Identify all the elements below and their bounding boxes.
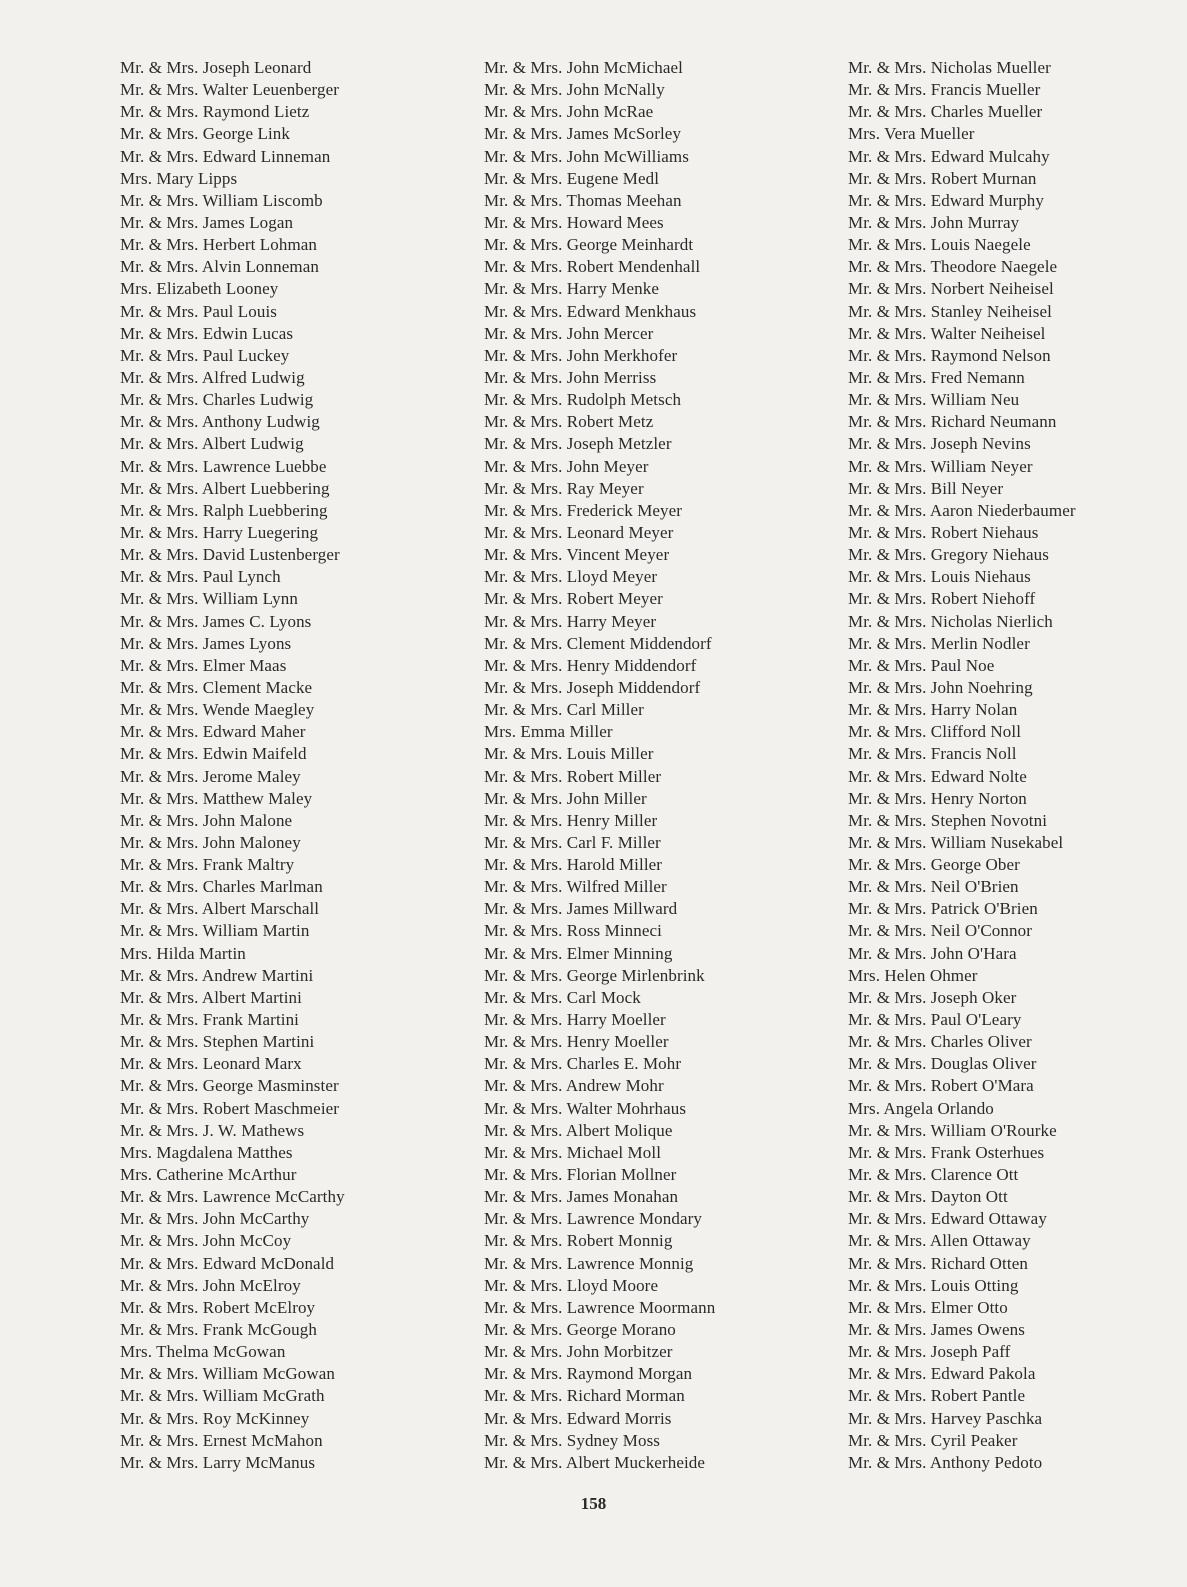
name-entry: Mr. & Mrs. Florian Mollner (484, 1165, 677, 1185)
name-entry: Mr. & Mrs. Henry Norton (848, 788, 1027, 808)
name-entry: Mr. & Mrs. Merlin Nodler (848, 633, 1030, 653)
name-entry: Mr. & Mrs. Charles Mueller (848, 102, 1043, 122)
name-entry: Mr. & Mrs. Rudolph Metsch (484, 390, 682, 410)
name-entry: Mr. & Mrs. Edward Linneman (120, 146, 331, 166)
name-entry: Mr. & Mrs. James Owens (848, 1320, 1025, 1340)
name-entry: Mr. & Mrs. Robert Niehoff (848, 589, 1036, 609)
name-entry: Mr. & Mrs. Louis Naegele (848, 235, 1031, 255)
name-entry: Mr. & Mrs. John McNally (484, 80, 665, 100)
name-entry: Mr. & Mrs. Robert O'Mara (848, 1076, 1034, 1096)
name-entry: Mr. & Mrs. Charles E. Mohr (484, 1054, 682, 1074)
name-entry: Mr. & Mrs. John McWilliams (484, 146, 689, 166)
name-entry: Mr. & Mrs. J. W. Mathews (120, 1120, 305, 1140)
name-entry: Mr. & Mrs. Bill Neyer (848, 478, 1004, 498)
name-entry: Mr. & Mrs. Robert Mendenhall (484, 257, 701, 277)
name-entry: Mr. & Mrs. George Meinhardt (484, 235, 694, 255)
name-entry: Mr. & Mrs. Howard Mees (484, 212, 664, 232)
name-entry: Mr. & Mrs. James Lyons (120, 633, 292, 653)
name-entry: Mr. & Mrs. Carl Mock (484, 987, 641, 1007)
name-entry: Mr. & Mrs. John Mercer (484, 323, 654, 343)
name-entry: Mr. & Mrs. Alfred Ludwig (120, 367, 305, 387)
name-entry: Mr. & Mrs. John O'Hara (848, 943, 1017, 963)
name-entry: Mr. & Mrs. Frank Maltry (120, 855, 295, 875)
name-entry: Mr. & Mrs. Raymond Lietz (120, 102, 310, 122)
name-entry: Mr. & Mrs. Lawrence Monnig (484, 1253, 694, 1273)
name-entry: Mr. & Mrs. Walter Leuenberger (120, 80, 340, 100)
name-entry: Mr. & Mrs. Edward Pakola (848, 1364, 1036, 1384)
name-entry: Mr. & Mrs. John Merriss (484, 367, 657, 387)
name-entry: Mr. & Mrs. Eugene Medl (484, 168, 660, 188)
name-entry: Mr. & Mrs. Wilfred Miller (484, 877, 667, 897)
name-entry: Mr. & Mrs. Clarence Ott (848, 1165, 1019, 1185)
name-entry: Mr. & Mrs. William McGrath (120, 1386, 325, 1406)
name-entry: Mr. & Mrs. James Logan (120, 212, 294, 232)
name-entry: Mrs. Thelma McGowan (120, 1342, 286, 1362)
name-entry: Mr. & Mrs. Allen Ottaway (848, 1231, 1031, 1251)
name-entry: Mr. & Mrs. Charles Ludwig (120, 390, 314, 410)
name-entry: Mr. & Mrs. Gregory Niehaus (848, 545, 1049, 565)
name-entry: Mr. & Mrs. Charles Oliver (848, 1032, 1032, 1052)
name-entry: Mr. & Mrs. Douglas Oliver (848, 1054, 1037, 1074)
name-entry: Mr. & Mrs. Paul O'Leary (848, 1010, 1022, 1030)
name-entry: Mr. & Mrs. Edward Ottaway (848, 1209, 1047, 1229)
name-entry: Mr. & Mrs. William Liscomb (120, 190, 323, 210)
name-entry: Mr. & Mrs. Carl F. Miller (484, 832, 661, 852)
name-entry: Mr. & Mrs. Harry Nolan (848, 700, 1018, 720)
name-entry: Mr. & Mrs. Neil O'Brien (848, 877, 1019, 897)
name-entry: Mr. & Mrs. John McRae (484, 102, 654, 122)
name-entry: Mr. & Mrs. Clifford Noll (848, 722, 1022, 742)
name-entry: Mr. & Mrs. Frank Osterhues (848, 1142, 1045, 1162)
name-entry: Mr. & Mrs. Richard Neumann (848, 412, 1057, 432)
name-entry: Mrs. Magdalena Matthes (120, 1142, 293, 1162)
name-entry: Mrs. Vera Mueller (848, 124, 975, 144)
name-entry: Mr. & Mrs. Henry Miller (484, 810, 658, 830)
name-entry: Mr. & Mrs. James C. Lyons (120, 611, 312, 631)
name-entry: Mr. & Mrs. Francis Mueller (848, 80, 1041, 100)
name-entry: Mr. & Mrs. Joseph Oker (848, 987, 1017, 1007)
name-entry: Mrs. Helen Ohmer (848, 965, 978, 985)
name-entry: Mr. & Mrs. William McGowan (120, 1364, 336, 1384)
name-entry: Mr. & Mrs. Robert Metz (484, 412, 654, 432)
name-entry: Mr. & Mrs. James Monahan (484, 1187, 679, 1207)
name-entry: Mr. & Mrs. George Morano (484, 1320, 676, 1340)
name-entry: Mr. & Mrs. Alvin Lonneman (120, 257, 319, 277)
name-entry: Mr. & Mrs. Harry Meyer (484, 611, 657, 631)
name-entry: Mr. & Mrs. Theodore Naegele (848, 257, 1058, 277)
name-entry: Mr. & Mrs. Clement Middendorf (484, 633, 712, 653)
name-entry: Mr. & Mrs. Edward Menkhaus (484, 301, 697, 321)
name-entry: Mr. & Mrs. Joseph Metzler (484, 434, 672, 454)
name-entry: Mr. & Mrs. William Lynn (120, 589, 298, 609)
name-entry: Mr. & Mrs. Paul Lynch (120, 567, 281, 587)
name-entry: Mr. & Mrs. Lawrence McCarthy (120, 1187, 345, 1207)
name-entry: Mr. & Mrs. Paul Louis (120, 301, 278, 321)
name-entry: Mr. & Mrs. Richard Otten (848, 1253, 1028, 1273)
name-entry: Mr. & Mrs. Frank Martini (120, 1010, 300, 1030)
name-entry: Mr. & Mrs. David Lustenberger (120, 545, 340, 565)
name-entry: Mr. & Mrs. Stanley Neiheisel (848, 301, 1052, 321)
name-entry: Mr. & Mrs. Ernest McMahon (120, 1430, 323, 1450)
name-entry: Mr. & Mrs. Richard Morman (484, 1386, 685, 1406)
name-entry: Mr. & Mrs. Roy McKinney (120, 1408, 310, 1428)
name-entry: Mr. & Mrs. Lawrence Luebbe (120, 456, 327, 476)
name-entry: Mr. & Mrs. Joseph Paff (848, 1342, 1011, 1362)
name-entry: Mr. & Mrs. Anthony Ludwig (120, 412, 320, 432)
name-entry: Mrs. Mary Lipps (120, 168, 238, 188)
name-entry: Mr. & Mrs. John Morbitzer (484, 1342, 673, 1362)
name-entry: Mr. & Mrs. Louis Otting (848, 1275, 1019, 1295)
name-entry: Mr. & Mrs. Leonard Meyer (484, 522, 674, 542)
name-entry: Mr. & Mrs. Henry Middendorf (484, 655, 697, 675)
name-entry: Mr. & Mrs. Carl Miller (484, 700, 644, 720)
name-entry: Mr. & Mrs. Fred Nemann (848, 367, 1025, 387)
name-entry: Mr. & Mrs. Robert Maschmeier (120, 1098, 340, 1118)
name-entry: Mr. & Mrs. Thomas Meehan (484, 190, 682, 210)
name-entry: Mr. & Mrs. Edward Murphy (848, 190, 1044, 210)
name-entry: Mr. & Mrs. William Neyer (848, 456, 1033, 476)
name-entry: Mr. & Mrs. Leonard Marx (120, 1054, 302, 1074)
name-entry: Mr. & Mrs. Robert Miller (484, 766, 662, 786)
name-entry: Mr. & Mrs. Albert Luebbering (120, 478, 330, 498)
name-entry: Mr. & Mrs. Robert Monnig (484, 1231, 673, 1251)
name-entry: Mr. & Mrs. Robert Pantle (848, 1386, 1026, 1406)
name-entry: Mr. & Mrs. Francis Noll (848, 744, 1017, 764)
name-entry: Mr. & Mrs. Robert Meyer (484, 589, 663, 609)
name-entry: Mr. & Mrs. Elmer Minning (484, 943, 673, 963)
name-entry: Mr. & Mrs. Andrew Mohr (484, 1076, 664, 1096)
name-entry: Mr. & Mrs. Ray Meyer (484, 478, 644, 498)
name-entry: Mr. & Mrs. Robert McElroy (120, 1297, 316, 1317)
name-entry: Mr. & Mrs. John Murray (848, 212, 1020, 232)
name-entry: Mrs. Emma Miller (484, 722, 613, 742)
name-entry: Mr. & Mrs. Harold Miller (484, 855, 663, 875)
name-entry: Mr. & Mrs. Raymond Nelson (848, 345, 1051, 365)
name-entry: Mr. & Mrs. Andrew Martini (120, 965, 314, 985)
name-entry: Mr. & Mrs. Lloyd Moore (484, 1275, 659, 1295)
name-entry: Mrs. Hilda Martin (120, 943, 246, 963)
name-entry: Mr. & Mrs. Clement Macke (120, 677, 313, 697)
name-entry: Mr. & Mrs. George Masminster (120, 1076, 339, 1096)
name-entry: Mr. & Mrs. Edward Mulcahy (848, 146, 1050, 166)
name-entry: Mr. & Mrs. Michael Moll (484, 1142, 662, 1162)
name-entry: Mr. & Mrs. Harry Moeller (484, 1010, 666, 1030)
name-entry: Mr. & Mrs. John McCarthy (120, 1209, 310, 1229)
name-entry: Mr. & Mrs. Edward Nolte (848, 766, 1027, 786)
name-entry: Mr. & Mrs. William Martin (120, 921, 310, 941)
name-entry: Mr. & Mrs. Anthony Pedoto (848, 1452, 1043, 1472)
name-entry: Mr. & Mrs. Elmer Otto (848, 1297, 1008, 1317)
name-entry: Mr. & Mrs. Lawrence Moormann (484, 1297, 716, 1317)
name-entry: Mr. & Mrs. George Mirlenbrink (484, 965, 705, 985)
name-entry: Mr. & Mrs. Raymond Morgan (484, 1364, 693, 1384)
name-entry: Mr. & Mrs. Charles Marlman (120, 877, 323, 897)
name-entry: Mr. & Mrs. Patrick O'Brien (848, 899, 1038, 919)
name-entry: Mr. & Mrs. Wende Maegley (120, 700, 315, 720)
name-entry: Mrs. Elizabeth Looney (120, 279, 279, 299)
name-entry: Mr. & Mrs. Edward McDonald (120, 1253, 335, 1273)
name-entry: Mr. & Mrs. Walter Neiheisel (848, 323, 1046, 343)
name-entry: Mr. & Mrs. Edward Maher (120, 722, 306, 742)
name-entry: Mr. & Mrs. Nicholas Nierlich (848, 611, 1053, 631)
name-entry: Mr. & Mrs. Lawrence Mondary (484, 1209, 702, 1229)
name-entry: Mr. & Mrs. John McElroy (120, 1275, 301, 1295)
name-entry: Mrs. Catherine McArthur (120, 1165, 297, 1185)
name-entry: Mr. & Mrs. Edward Morris (484, 1408, 672, 1428)
name-entry: Mr. & Mrs. Matthew Maley (120, 788, 313, 808)
name-entry: Mr. & Mrs. Robert Niehaus (848, 522, 1039, 542)
name-entry: Mr. & Mrs. Paul Luckey (120, 345, 290, 365)
name-entry: Mr. & Mrs. Edwin Lucas (120, 323, 294, 343)
name-entry: Mr. & Mrs. Ralph Luebbering (120, 500, 328, 520)
name-entry: Mr. & Mrs. Sydney Moss (484, 1430, 661, 1450)
name-column-3 (848, 57, 1076, 1474)
name-entry: Mr. & Mrs. Lloyd Meyer (484, 567, 658, 587)
name-entry: Mr. & Mrs. John Noehring (848, 677, 1033, 697)
name-entry: Mr. & Mrs. James Millward (484, 899, 678, 919)
name-entry: Mr. & Mrs. Henry Moeller (484, 1032, 669, 1052)
name-entry: Mr. & Mrs. John Maloney (120, 832, 301, 852)
name-entry: Mr. & Mrs. Elmer Maas (120, 655, 287, 675)
name-entry: Mr. & Mrs. William Nusekabel (848, 832, 1064, 852)
name-entry: Mr. & Mrs. Dayton Ott (848, 1187, 1008, 1207)
page-number: 158 (580, 1494, 607, 1513)
name-column-2 (484, 57, 715, 1474)
name-entry: Mr. & Mrs. Harvey Paschka (848, 1408, 1043, 1428)
name-entry: Mr. & Mrs. Vincent Meyer (484, 545, 670, 565)
name-entry: Mr. & Mrs. Albert Marschall (120, 899, 320, 919)
name-entry: Mr. & Mrs. Nicholas Mueller (848, 58, 1051, 77)
name-entry: Mr. & Mrs. Robert Murnan (848, 168, 1037, 188)
name-entry: Mr. & Mrs. Herbert Lohman (120, 235, 318, 255)
name-entry: Mr. & Mrs. Albert Muckerheide (484, 1452, 706, 1472)
name-entry: Mr. & Mrs. Stephen Martini (120, 1032, 315, 1052)
name-entry: Mr. & Mrs. Paul Noe (848, 655, 995, 675)
name-entry: Mr. & Mrs. Stephen Novotni (848, 810, 1048, 830)
name-entry: Mr. & Mrs. William O'Rourke (848, 1120, 1057, 1140)
name-entry: Mr. & Mrs. Neil O'Connor (848, 921, 1032, 941)
name-entry: Mr. & Mrs. Albert Martini (120, 987, 302, 1007)
name-entry: Mr. & Mrs. Jerome Maley (120, 766, 301, 786)
name-entry: Mr. & Mrs. Frederick Meyer (484, 500, 683, 520)
name-entry: Mr. & Mrs. Louis Niehaus (848, 567, 1031, 587)
name-entry: Mr. & Mrs. Joseph Nevins (848, 434, 1031, 454)
name-entry: Mr. & Mrs. Harry Luegering (120, 522, 319, 542)
name-entry: Mr. & Mrs. Larry McManus (120, 1452, 316, 1472)
name-entry: Mr. & Mrs. George Ober (848, 855, 1020, 875)
name-entry: Mr. & Mrs. James McSorley (484, 124, 682, 144)
name-entry: Mr. & Mrs. John Miller (484, 788, 647, 808)
name-entry: Mr. & Mrs. Walter Mohrhaus (484, 1098, 687, 1118)
name-entry: Mr. & Mrs. Cyril Peaker (848, 1430, 1018, 1450)
name-entry: Mr. & Mrs. John Malone (120, 810, 293, 830)
name-entry: Mr. & Mrs. Ross Minneci (484, 921, 662, 941)
name-entry: Mr. & Mrs. Albert Ludwig (120, 434, 304, 454)
name-entry: Mr. & Mrs. Albert Molique (484, 1120, 673, 1140)
name-column-1 (120, 57, 345, 1474)
name-entry: Mr. & Mrs. John McMichael (484, 58, 683, 77)
name-entry: Mr. & Mrs. Harry Menke (484, 279, 660, 299)
name-entry: Mr. & Mrs. Norbert Neiheisel (848, 279, 1054, 299)
name-entry: Mr. & Mrs. William Neu (848, 390, 1020, 410)
name-entry: Mr. & Mrs. Joseph Leonard (120, 58, 312, 77)
name-entry: Mr. & Mrs. John Merkhofer (484, 345, 678, 365)
name-entry: Mr. & Mrs. Joseph Middendorf (484, 677, 701, 697)
name-entry: Mr. & Mrs. Aaron Niederbaumer (848, 500, 1076, 520)
name-entry: Mr. & Mrs. John Meyer (484, 456, 649, 476)
name-entry: Mr. & Mrs. George Link (120, 124, 290, 144)
name-entry: Mr. & Mrs. Frank McGough (120, 1320, 317, 1340)
name-entry: Mr. & Mrs. Louis Miller (484, 744, 654, 764)
name-entry: Mr. & Mrs. John McCoy (120, 1231, 292, 1251)
name-entry: Mr. & Mrs. Edwin Maifeld (120, 744, 307, 764)
name-entry: Mrs. Angela Orlando (848, 1098, 994, 1118)
